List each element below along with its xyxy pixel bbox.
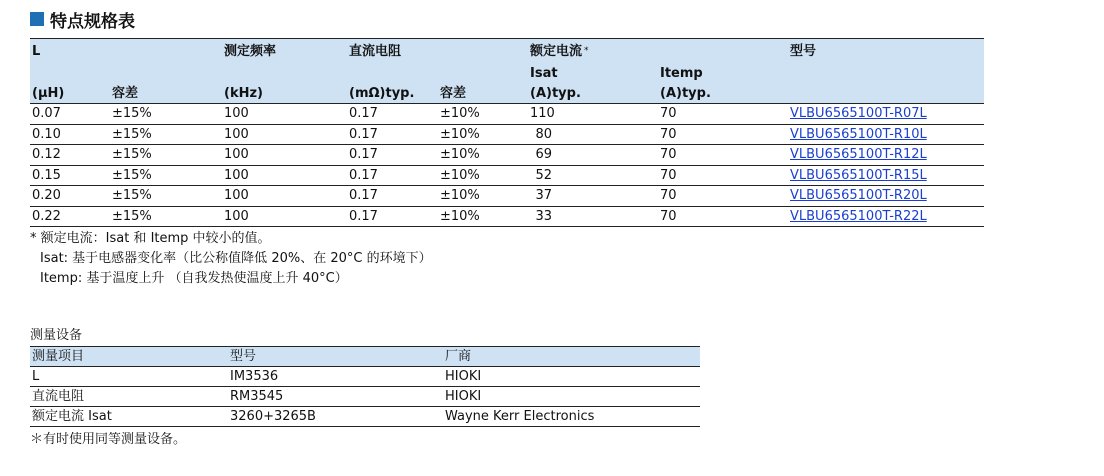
table-row: 0.15 ±15% 100 0.17 ±10% 52 70 VLBU6565100T-R15L — [30, 165, 984, 186]
header-isat-unit: (A)typ. — [528, 83, 658, 104]
header-item: 测量项目 — [30, 347, 228, 367]
table-row: 直流电阻 RM3545 HIOKI — [30, 387, 700, 407]
equipment-note: ＊有时使用同等测量设备。 — [30, 432, 187, 447]
section-title-text: 特点规格表 — [50, 11, 135, 32]
equipment-title: 测量设备 — [30, 328, 83, 343]
title-square-icon — [30, 12, 44, 26]
model-link[interactable]: VLBU6565100T-R10L — [790, 126, 927, 142]
header-l: L — [30, 39, 110, 65]
table-row: 0.20 ±15% 100 0.17 ±10% 37 70 VLBU6565100T-R20L — [30, 186, 984, 207]
note-rated-current: * 额定电流：Isat 和 Itemp 中较小的值。 — [30, 231, 271, 246]
table-row: 0.07 ±15% 100 0.17 ±10% 110 70 VLBU6565100T-R07L — [30, 104, 984, 125]
table-row: L IM3536 HIOKI — [30, 367, 700, 387]
header-freq-unit: (kHz) — [222, 83, 347, 104]
model-link[interactable]: VLBU6565100T-R20L — [790, 188, 927, 204]
spec-table — [30, 38, 984, 227]
note-isat: Isat: 基于电感器变化率（比公称值降低 20%、在 20°C 的环境下） — [40, 251, 432, 266]
model-link[interactable]: VLBU6565100T-R15L — [790, 167, 927, 183]
spec-notes — [30, 229, 432, 289]
section-title — [30, 8, 135, 30]
header-dcr: 直流电阻 — [347, 39, 438, 65]
header-maker: 厂商 — [443, 347, 700, 367]
header-model: 型号 — [788, 39, 984, 65]
header-l-unit: (μH) — [30, 83, 110, 104]
header-rated-current: 额定电流 * — [528, 39, 658, 65]
equipment-table — [30, 346, 700, 427]
table-row: 额定电流 Isat 3260+3265B Wayne Kerr Electronics — [30, 407, 700, 427]
header-tolerance: 容差 — [110, 83, 222, 104]
spec-header-row-3 — [30, 83, 984, 104]
header-isat: Isat — [528, 64, 658, 83]
header-dcr-unit: (mΩ)typ. — [347, 83, 438, 104]
table-row: 0.10 ±15% 100 0.17 ±10% 80 70 VLBU6565100T-R10L — [30, 124, 984, 145]
model-link[interactable]: VLBU6565100T-R07L — [790, 106, 927, 122]
equipment-header-row — [30, 347, 700, 367]
model-link[interactable]: VLBU6565100T-R12L — [790, 147, 927, 163]
spec-header-row-1 — [30, 39, 984, 65]
footnote-star: * — [584, 46, 589, 56]
header-dcr-tolerance: 容差 — [438, 83, 528, 104]
header-itemp-unit: (A)typ. — [658, 83, 788, 104]
table-row: 0.22 ±15% 100 0.17 ±10% 33 70 VLBU6565100T-R22L — [30, 206, 984, 227]
spec-header-row-2 — [30, 64, 984, 83]
table-row: 0.12 ±15% 100 0.17 ±10% 69 70 VLBU6565100T-R12L — [30, 145, 984, 166]
header-itemp: Itemp — [658, 64, 788, 83]
note-itemp: Itemp: 基于温度上升 （自我发热使温度上升 40°C） — [40, 271, 348, 286]
model-link[interactable]: VLBU6565100T-R22L — [790, 208, 927, 224]
header-eq-model: 型号 — [228, 347, 443, 367]
header-freq: 测定频率 — [222, 39, 347, 65]
